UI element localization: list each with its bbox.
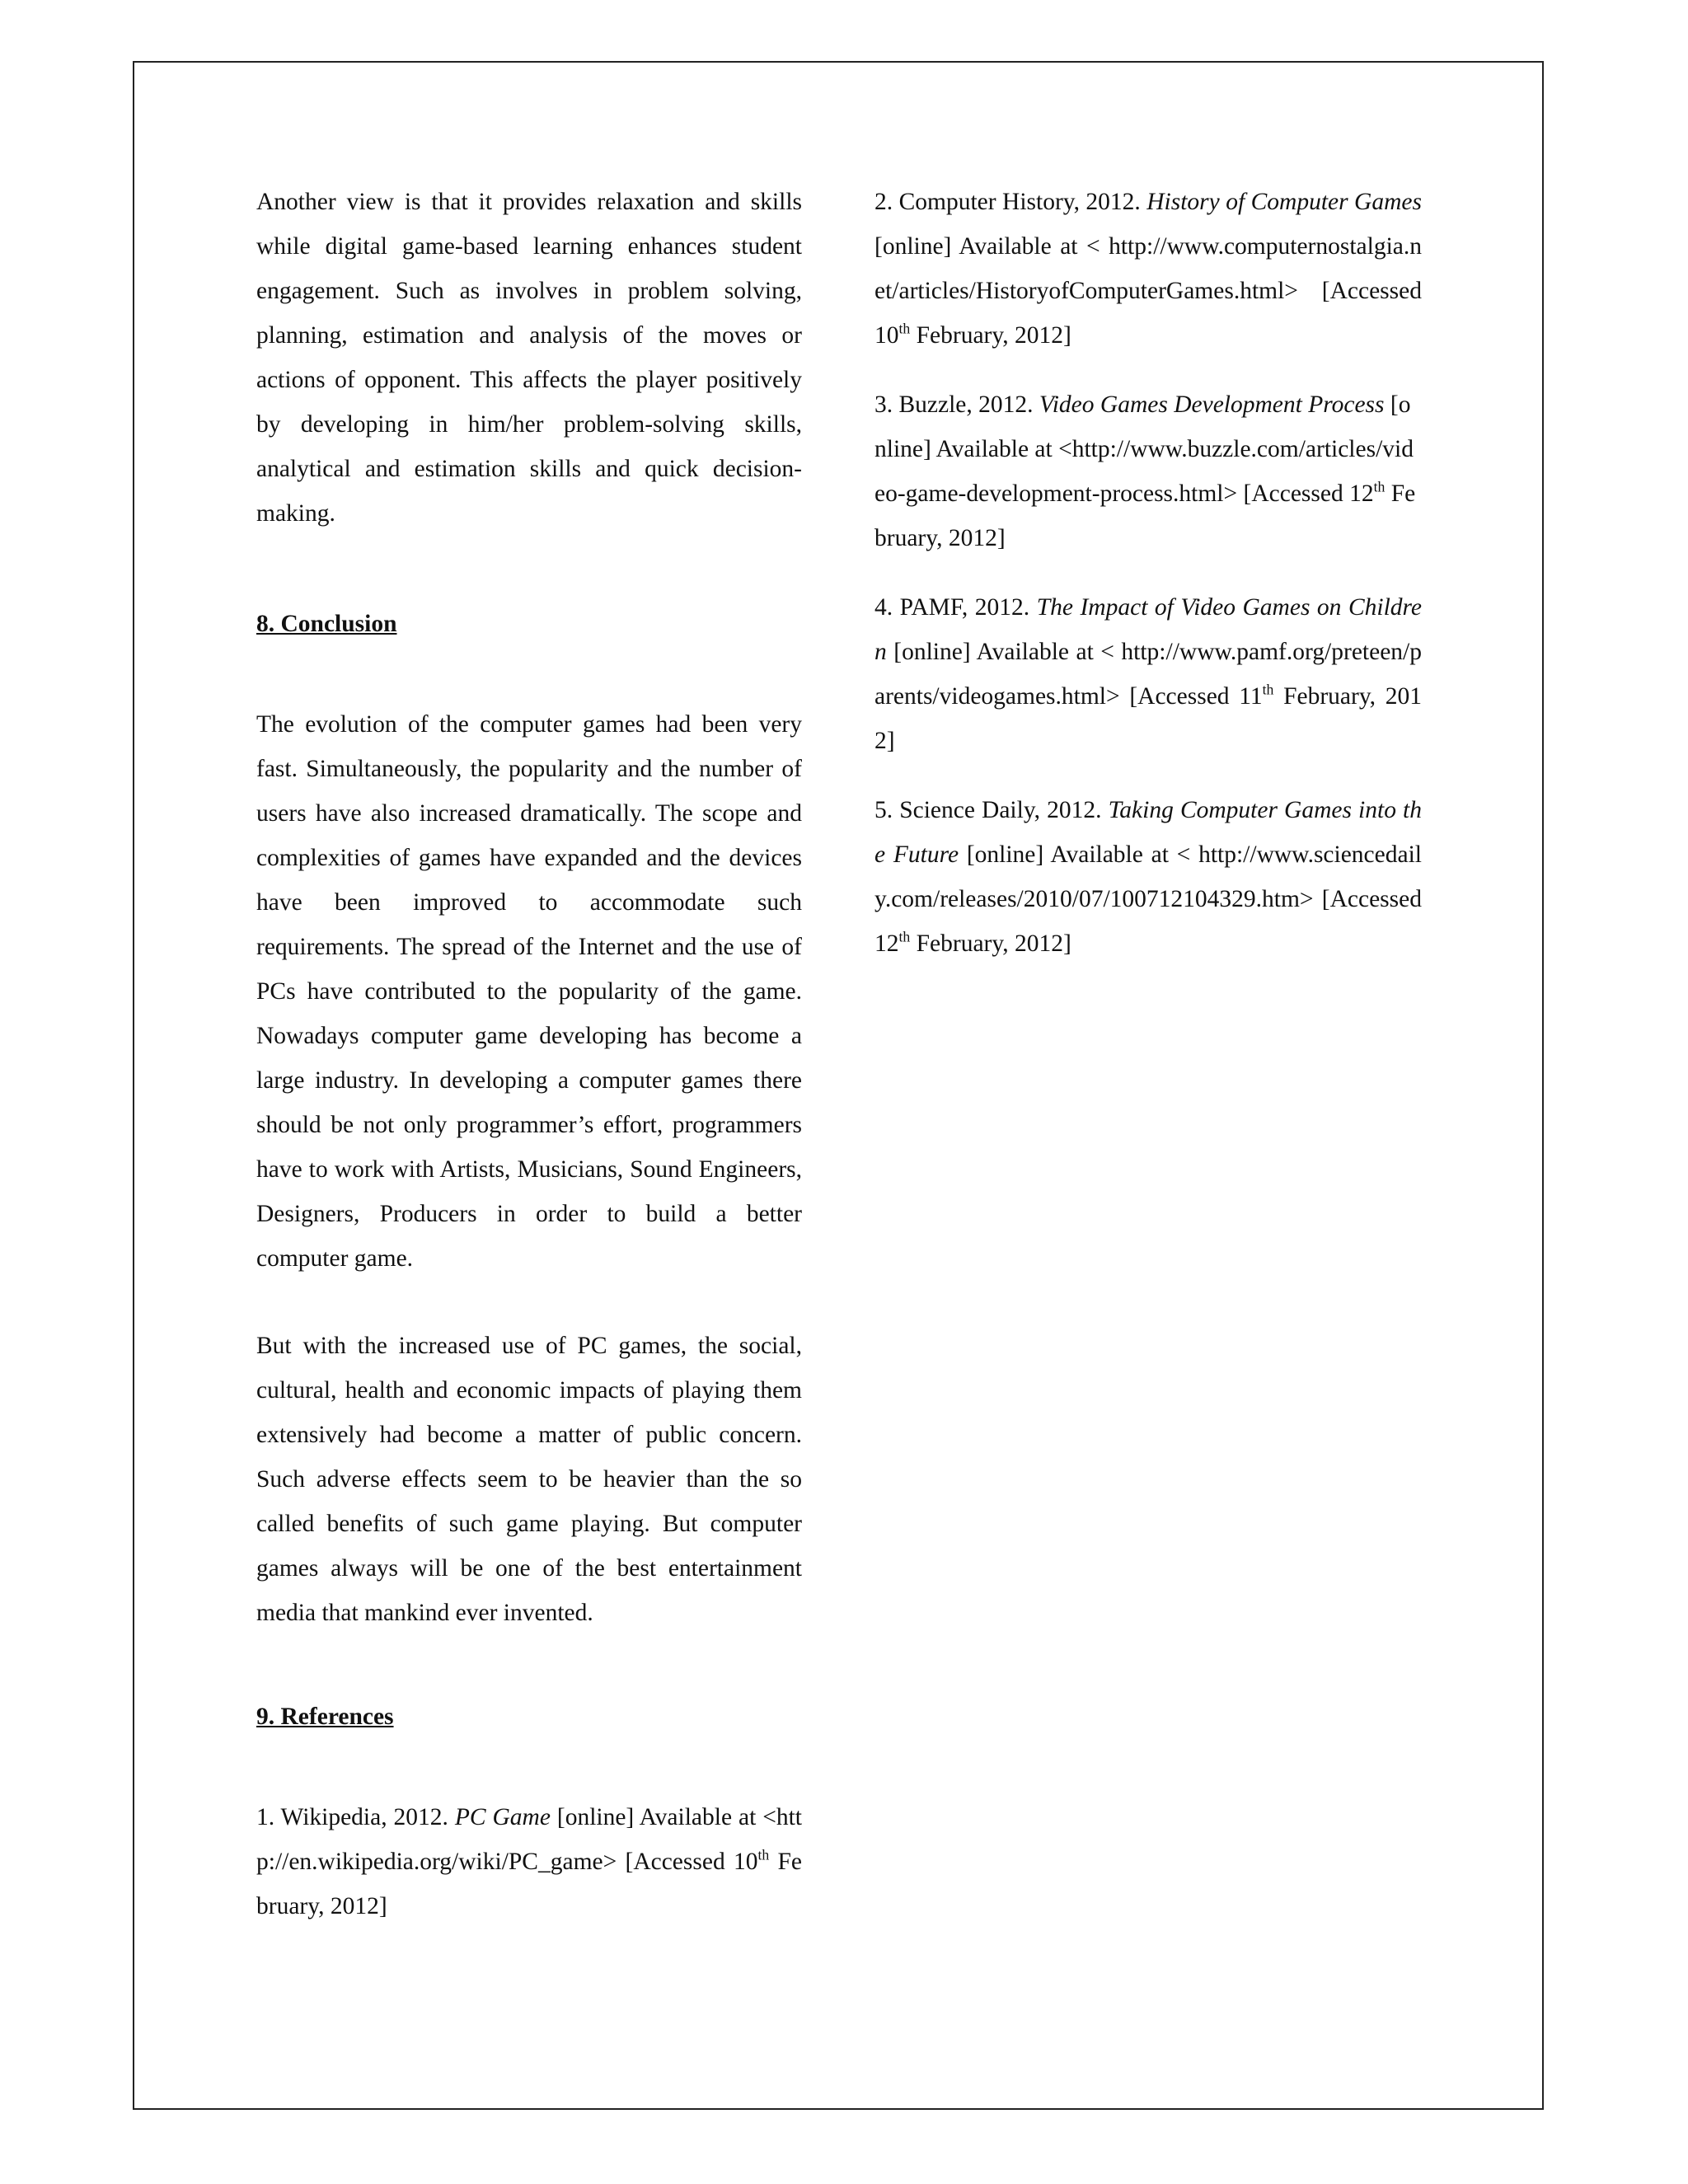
reference-item: [874, 382, 1422, 560]
reference-prefix: 2. Computer History, 2012.: [874, 189, 1147, 215]
reference-ordinal: th: [1373, 478, 1386, 495]
right-column: [874, 180, 1422, 966]
reference-date: February, 2012]: [910, 322, 1071, 349]
reference-details: [online] Available at < http://www.pamf.org/preteen/parents/videogames.html> [Accessed 11: [874, 639, 1422, 710]
reference-details: [online] Available at < http://www.sciencedaily.com/releases/2010/07/100712104329.htm> [Accessed 12: [874, 841, 1422, 957]
reference-item: [256, 1795, 802, 1929]
reference-title: History of Computer Games: [1146, 189, 1422, 215]
reference-ordinal: th: [1262, 681, 1274, 698]
reference-ordinal: th: [898, 928, 911, 945]
reference-item: [874, 180, 1422, 358]
reference-title: The Impact of Video Games on Children: [874, 594, 1422, 665]
reference-prefix: 5. Science Daily, 2012.: [874, 797, 1109, 823]
conclusion-paragraph-1: The evolution of the computer games had been very fast. Simultaneously, the popularity and the number of users have also increased dramatically. The scope and complexities of games have expanded and the devices have been improved to accommodate such requirements. The spread of the Internet and the use of PCs have contributed to the popularity of the game. Nowadays computer game developing has become a large industry. In developing a computer games there should be not only programmer’s effort, programmers have to work with Artists, Musicians, Sound Engineers, Designers, Producers in order to build a better computer game.: [256, 711, 802, 1272]
reference-date: February, 2012]: [874, 683, 1422, 754]
references-heading: 9. References: [256, 1704, 394, 1730]
reference-prefix: 4. PAMF, 2012.: [874, 594, 1037, 621]
conclusion-heading: 8. Conclusion: [256, 611, 397, 637]
reference-item: [874, 585, 1422, 763]
reference-date: February, 2012]: [910, 930, 1071, 957]
reference-details: [online] Available at <http://en.wikipedia.org/wiki/PC_game> [Accessed 10: [256, 1804, 802, 1875]
reference-ordinal: th: [898, 320, 911, 337]
left-column: [256, 180, 802, 1929]
reference-details: [online] Available at < http://www.computernostalgia.net/articles/HistoryofComputerGames.html> [Accessed 10: [874, 233, 1422, 349]
reference-title: Video Games Development Process: [1039, 391, 1385, 418]
reference-item: [874, 788, 1422, 966]
reference-details: [online] Available at <http://www.buzzle.com/articles/video-game-development-process.html> [Accessed 12: [874, 391, 1414, 507]
reference-title: Taking Computer Games into the Future: [874, 797, 1422, 868]
reference-date: February, 2012]: [874, 480, 1416, 551]
reference-prefix: 3. Buzzle, 2012.: [874, 391, 1039, 418]
reference-date: February, 2012]: [256, 1849, 802, 1919]
reference-ordinal: th: [757, 1846, 770, 1863]
reference-title: PC Game: [454, 1804, 551, 1830]
conclusion-paragraph-2: But with the increased use of PC games, the social, cultural, health and economic impacts of playing them extensively had become a matter of public concern. Such adverse effects seem to be heavier than the so called benefits of such game playing. But computer games always will be one of the best entertainment media that mankind ever invented.: [256, 1333, 802, 1626]
reference-prefix: 1. Wikipedia, 2012.: [256, 1804, 455, 1830]
intro-paragraph: Another view is that it provides relaxation and skills while digital game-based learning enhances student engagement. Such as involves in problem solving, planning, estimation and analysis of the moves or actions of opponent. This affects the player positively by developing in him/her problem-solving skills, analytical and estimation skills and quick decision-making.: [256, 189, 802, 527]
